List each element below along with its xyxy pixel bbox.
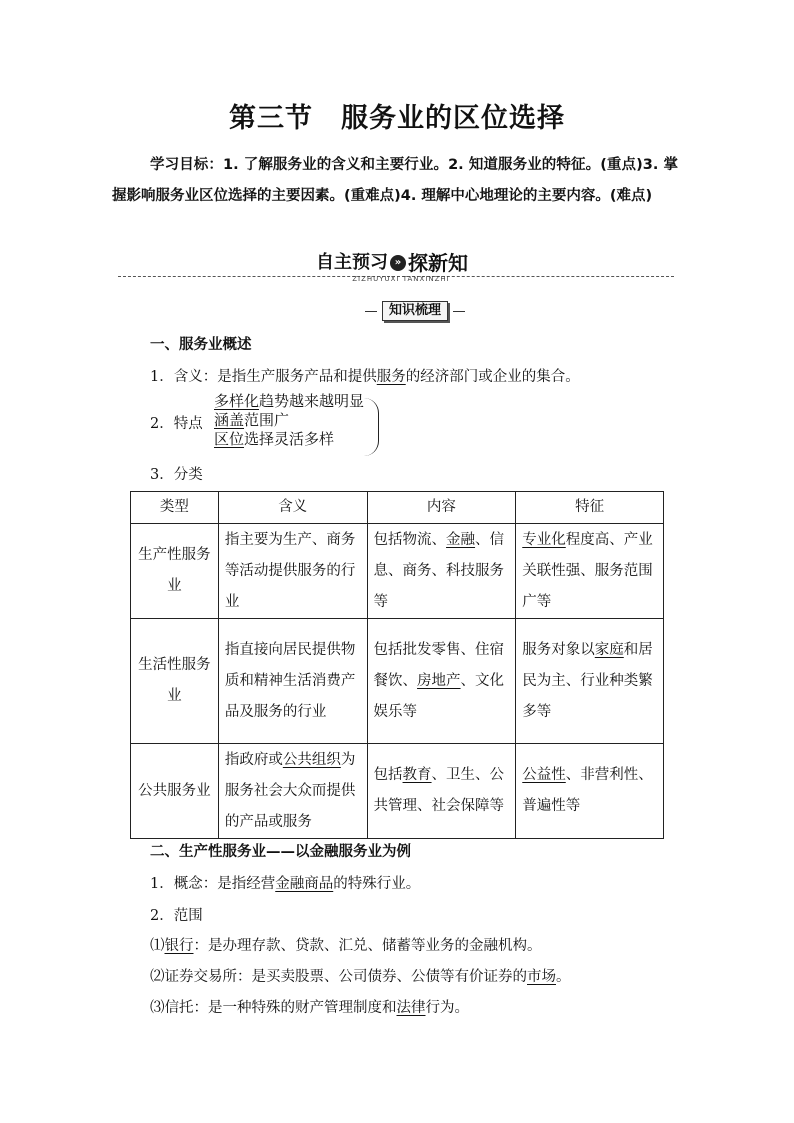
- text-run: 为服务社会大众而提供的产品或服务: [224, 751, 356, 830]
- features-label: 2．特点: [150, 416, 203, 432]
- concept-prefix: 1．概念：是指经营: [150, 876, 276, 892]
- text-run: 包括批发零售、住宿餐饮、: [373, 641, 505, 689]
- header-type: 类型: [131, 492, 219, 524]
- row-content: [367, 524, 516, 619]
- feature-rest: 趋势越来越明显: [259, 392, 365, 410]
- row-type: 生活性服务业: [131, 619, 219, 744]
- row-meaning: [218, 744, 367, 839]
- table-row: [131, 619, 664, 744]
- definition-underlined: 服务: [376, 369, 406, 385]
- text-run-underlined: 公益性: [522, 767, 566, 783]
- row-content: [367, 619, 516, 744]
- feature-item: [214, 411, 364, 430]
- item-underlined: 银行: [164, 938, 194, 954]
- text-run-underlined: 金融: [446, 531, 476, 548]
- row-meaning: 指直接向居民提供物质和精神生活消费产品及服务的行业: [218, 619, 367, 744]
- table-row: [131, 524, 664, 619]
- section1-heading: 一、服务业概述: [150, 337, 252, 353]
- table-header-row: [131, 492, 664, 524]
- item-rest: 。: [556, 969, 571, 985]
- text-run-underlined: 家庭: [594, 641, 624, 658]
- item-underlined: 法律: [396, 1000, 426, 1016]
- brace-icon: [364, 398, 379, 456]
- row-type: 生产性服务业: [131, 524, 219, 619]
- header-feature: 特征: [516, 492, 664, 524]
- banner-part1: 自主预习: [316, 252, 388, 273]
- text-run: 、非营利性、普遍性等: [522, 767, 653, 814]
- banner-pinyin: ZIZHUYUXI TANXINZHI: [352, 275, 450, 283]
- learning-goals: 学习目标：1. 了解服务业的含义和主要行业。2. 知道服务业的特征。(重点)3. 掌握影响服务业区位选择的主要因素。(重难点)4. 理解中心地理论的主要内容。(难点): [112, 157, 678, 204]
- concept-underlined: 金融商品: [275, 876, 334, 892]
- feature-underlined: 多样化: [214, 392, 260, 410]
- text-run: 、卫生、公共管理、社会保障等: [373, 767, 505, 814]
- text-run-underlined: 公共组织: [282, 751, 341, 768]
- concept-suffix: 的特殊行业。: [333, 876, 421, 892]
- item-prefix: ⑵证券交易所：是买卖股票、公司债券、公债等有价证券的: [150, 969, 527, 985]
- section2-heading: 二、生产性服务业——以金融服务业为例: [150, 844, 411, 860]
- feature-rest: 选择灵活多样: [244, 430, 335, 448]
- tag-line-right: [453, 311, 465, 312]
- text-run: 指政府或: [224, 751, 283, 768]
- classification-label: 3．分类: [150, 467, 203, 483]
- definition-suffix: 的经济部门或企业的集合。: [405, 369, 580, 385]
- section-tag: [365, 300, 465, 322]
- row-feature: [516, 524, 664, 619]
- header-meaning: 含义: [218, 492, 367, 524]
- banner-part2: 探新知: [408, 251, 468, 275]
- text-run: 、文化娱乐等: [373, 672, 505, 720]
- feature-underlined: 区位: [214, 430, 245, 448]
- text-run: 包括: [373, 767, 403, 783]
- feature-item: [214, 430, 364, 449]
- text-run-underlined: 房地产: [417, 672, 461, 689]
- row-content: [367, 744, 516, 839]
- item-prefix: ⑴: [150, 938, 165, 954]
- features-list: [214, 392, 364, 449]
- feature-underlined: 涵盖: [214, 411, 245, 429]
- page-title: 第三节 服务业的区位选择: [229, 103, 565, 134]
- preview-banner: [316, 250, 486, 276]
- row-meaning: 指主要为生产、商务等活动提供服务的行业: [218, 524, 367, 619]
- item-prefix: ⑶信托：是一种特殊的财产管理制度和: [150, 1000, 397, 1016]
- text-run: 包括物流、: [373, 531, 447, 548]
- scope-item-bank: [150, 934, 542, 955]
- tag-line-left: [365, 311, 377, 312]
- header-content: 内容: [367, 492, 516, 524]
- scope-item-exchange: [150, 965, 571, 986]
- scope-item-trust: [150, 996, 469, 1017]
- feature-rest: 范围广: [244, 411, 290, 429]
- row-type: 公共服务业: [131, 744, 219, 839]
- text-run: 和居民为主、行业种类繁多等: [522, 641, 653, 720]
- section-tag-label: 知识梳理: [382, 301, 448, 321]
- text-run: 程度高、产业关联性强、服务范围广等: [522, 531, 653, 610]
- banner-arrow-icon: »: [390, 255, 406, 271]
- row-feature: [516, 744, 664, 839]
- text-run: 服务对象以: [522, 641, 595, 658]
- row-feature: [516, 619, 664, 744]
- item-underlined: 市场: [527, 969, 556, 985]
- concept-line: [150, 872, 420, 893]
- item-rest: 行为。: [425, 1000, 469, 1016]
- definition-prefix: 1．含义：是指生产服务产品和提供: [150, 369, 377, 385]
- item-rest: ：是办理存款、贷款、汇兑、储蓄等业务的金融机构。: [193, 938, 542, 954]
- classification-table: [130, 491, 664, 839]
- text-run: 、信息、商务、科技服务等: [373, 531, 505, 610]
- feature-item: [214, 392, 364, 411]
- table-row: [131, 744, 664, 839]
- scope-label: 2．范围: [150, 908, 203, 924]
- text-run-underlined: 专业化: [522, 531, 566, 548]
- definition-line: [150, 365, 580, 386]
- text-run-underlined: 教育: [402, 767, 432, 783]
